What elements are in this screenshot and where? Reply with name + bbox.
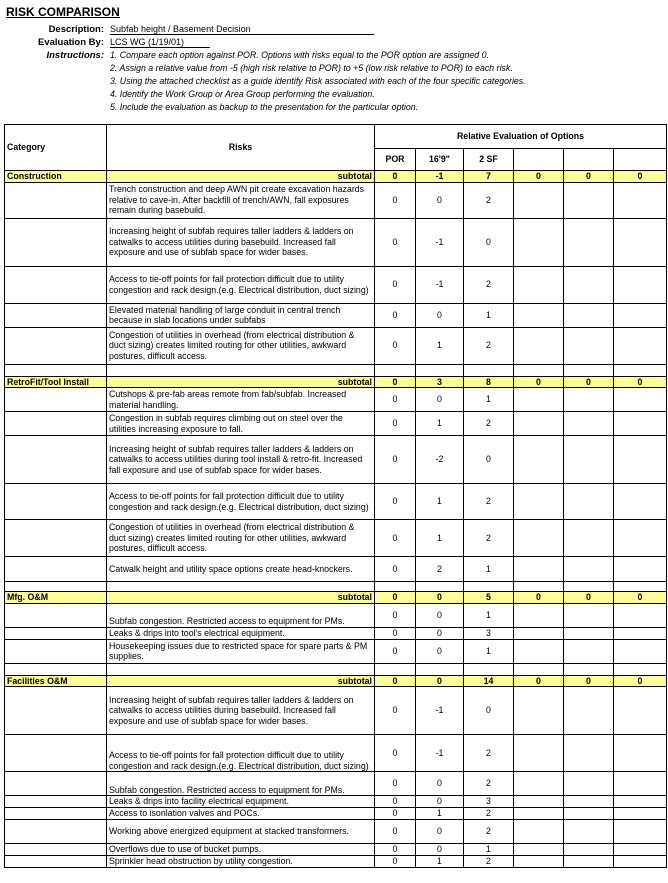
- risk-description: Leaks & drips into tool's electrical equipment.: [107, 627, 375, 639]
- risk-row: [5, 735, 667, 772]
- risk-row: [5, 218, 667, 266]
- risk-description: Trench construction and deep AWN pit create excavation hazards relative to cave-in. After backfill of trench/AWN, fall exposures remain during basebuild.: [107, 182, 375, 218]
- risk-row: [5, 388, 667, 412]
- risk-row: [5, 266, 667, 303]
- page-title: RISK COMPARISON: [6, 5, 120, 19]
- subtotal-row: [5, 592, 667, 604]
- option-header: [514, 149, 564, 171]
- category-cell: [5, 436, 107, 484]
- risk-row: [5, 687, 667, 735]
- risk-description: Overflows due to use of bucket pumps.: [107, 844, 375, 856]
- risk-table: [4, 124, 667, 868]
- empty-score-cell: [614, 303, 667, 327]
- empty-score-cell: [614, 627, 667, 639]
- option-score: -1: [416, 218, 464, 266]
- subtotal-value: 0: [375, 376, 416, 388]
- empty-score-cell: [564, 266, 614, 303]
- empty-score-cell: [614, 808, 667, 820]
- empty-score-cell: [514, 820, 564, 844]
- subtotal-value: 0: [614, 376, 667, 388]
- option-score: 0: [375, 772, 416, 796]
- risk-description: Housekeeping issues due to restricted space for spare parts & PM supplies.: [107, 639, 375, 663]
- option-score: 0: [375, 520, 416, 557]
- blank-cell: [416, 663, 464, 675]
- option-score: 0: [375, 436, 416, 484]
- risk-description: Increasing height of subfab requires taller ladders & ladders on catwalks to access utilities during basebuild. Increased fall exposure and use of subfab space for wider bases.: [107, 218, 375, 266]
- empty-score-cell: [514, 796, 564, 808]
- option-score: 2: [464, 735, 514, 772]
- option-score: 2: [464, 327, 514, 364]
- category-cell: [5, 820, 107, 844]
- subtotal-row: [5, 376, 667, 388]
- option-score: 0: [375, 687, 416, 735]
- blank-cell: [416, 582, 464, 592]
- category-cell: [5, 266, 107, 303]
- blank-cell: [107, 663, 375, 675]
- subtotal-value: 0: [514, 592, 564, 604]
- category-cell: [5, 603, 107, 627]
- risk-row: [5, 808, 667, 820]
- blank-cell: [5, 364, 107, 376]
- option-score: 0: [375, 303, 416, 327]
- empty-score-cell: [514, 388, 564, 412]
- category-cell: [5, 856, 107, 868]
- option-score: 0: [416, 627, 464, 639]
- subtotal-value: 0: [564, 376, 614, 388]
- risk-description: Cutshops & pre-fab areas remote from fab/subfab. Increased material handling.: [107, 388, 375, 412]
- subtotal-value: -1: [416, 171, 464, 183]
- empty-score-cell: [564, 218, 614, 266]
- option-score: 0: [375, 856, 416, 868]
- blank-cell: [5, 663, 107, 675]
- risk-description: Access to tie-off points for fall protection difficult due to utility congestion and rack design.(e.g. Electrical distribution, duct sizing): [107, 484, 375, 520]
- option-score: 0: [375, 266, 416, 303]
- empty-score-cell: [514, 557, 564, 582]
- option-score: 0: [375, 796, 416, 808]
- risk-row: [5, 182, 667, 218]
- option-score: -1: [416, 687, 464, 735]
- risk-row: [5, 639, 667, 663]
- option-header: [614, 149, 667, 171]
- risk-row: [5, 796, 667, 808]
- empty-score-cell: [514, 772, 564, 796]
- option-score: 1: [464, 639, 514, 663]
- option-score: 2: [416, 557, 464, 582]
- option-score: -1: [416, 735, 464, 772]
- risk-description: Leaks & drips into facility electrical equipment.: [107, 796, 375, 808]
- empty-score-cell: [614, 182, 667, 218]
- empty-score-cell: [514, 627, 564, 639]
- option-score: 2: [464, 182, 514, 218]
- option-score: 1: [416, 484, 464, 520]
- option-score: 0: [464, 687, 514, 735]
- option-score: 0: [416, 388, 464, 412]
- risk-description: Increasing height of subfab requires taller ladders & ladders on catwalks to access utilities during basebuild. Increased fall exposure and use of subfab space for wider bases.: [107, 687, 375, 735]
- empty-score-cell: [614, 484, 667, 520]
- instruction-4: 4. Identify the Work Group or Area Group performing the evaluation.: [110, 89, 375, 99]
- category-name: Facilities O&M: [5, 675, 107, 687]
- risk-description: Catwalk height and utility space options create head-knockers.: [107, 557, 375, 582]
- empty-score-cell: [514, 182, 564, 218]
- option-score: 0: [375, 182, 416, 218]
- risk-description: Working above energized equipment at stacked transformers.: [107, 820, 375, 844]
- subtotal-value: 0: [614, 592, 667, 604]
- option-score: 3: [464, 627, 514, 639]
- subtotal-value: 0: [514, 171, 564, 183]
- empty-score-cell: [564, 388, 614, 412]
- blank-cell: [564, 582, 614, 592]
- risk-description: Subfab congestion. Restricted access to equipment for PMs.: [107, 603, 375, 627]
- subtotal-label: subtotal: [107, 592, 375, 604]
- subtotal-value: 0: [614, 171, 667, 183]
- empty-score-cell: [614, 520, 667, 557]
- blank-cell: [614, 364, 667, 376]
- empty-score-cell: [514, 266, 564, 303]
- category-cell: [5, 303, 107, 327]
- option-header: POR: [375, 149, 416, 171]
- option-header: 2 SF: [464, 149, 514, 171]
- option-score: 0: [416, 820, 464, 844]
- empty-score-cell: [614, 218, 667, 266]
- option-score: 1: [464, 303, 514, 327]
- empty-score-cell: [564, 484, 614, 520]
- description-value: Subfab height / Basement Decision: [110, 24, 374, 35]
- empty-score-cell: [614, 796, 667, 808]
- subtotal-value: 5: [464, 592, 514, 604]
- risk-row: [5, 772, 667, 796]
- empty-score-cell: [514, 520, 564, 557]
- category-cell: [5, 388, 107, 412]
- risk-description: Access to tie-off points for fall protection difficult due to utility congestion and rack design.(e.g. Electrical distribution, duct sizing): [107, 735, 375, 772]
- empty-score-cell: [614, 820, 667, 844]
- empty-score-cell: [514, 687, 564, 735]
- category-name: RetroFit/Tool Install: [5, 376, 107, 388]
- empty-score-cell: [614, 735, 667, 772]
- subtotal-value: 14: [464, 675, 514, 687]
- subtotal-value: 0: [564, 171, 614, 183]
- blank-cell: [514, 663, 564, 675]
- risk-description: Access to isonlation valves and POCs.: [107, 808, 375, 820]
- subtotal-value: 0: [375, 592, 416, 604]
- option-score: 0: [464, 436, 514, 484]
- empty-score-cell: [614, 844, 667, 856]
- risk-row: [5, 820, 667, 844]
- category-cell: [5, 627, 107, 639]
- option-score: -2: [416, 436, 464, 484]
- empty-score-cell: [564, 303, 614, 327]
- empty-score-cell: [564, 820, 614, 844]
- empty-score-cell: [614, 639, 667, 663]
- blank-cell: [514, 364, 564, 376]
- empty-score-cell: [514, 218, 564, 266]
- risk-description: Congestion of utilities in overhead (from electrical distribution & duct sizing) creates limited routing for other utilities, awkward postures, difficult access.: [107, 327, 375, 364]
- subtotal-value: 3: [416, 376, 464, 388]
- option-score: 2: [464, 820, 514, 844]
- option-score: 0: [375, 484, 416, 520]
- empty-score-cell: [514, 808, 564, 820]
- empty-score-cell: [614, 772, 667, 796]
- option-score: 0: [416, 796, 464, 808]
- option-score: 0: [416, 182, 464, 218]
- option-header: 16'9": [416, 149, 464, 171]
- option-score: 2: [464, 808, 514, 820]
- empty-score-cell: [564, 436, 614, 484]
- subtotal-row: [5, 171, 667, 183]
- blank-cell: [464, 364, 514, 376]
- subtotal-value: 0: [564, 675, 614, 687]
- option-score: 1: [464, 557, 514, 582]
- risk-description: Subfab congestion. Restricted access to equipment for PMs.: [107, 772, 375, 796]
- option-score: 1: [416, 327, 464, 364]
- empty-score-cell: [614, 412, 667, 436]
- option-score: 0: [375, 627, 416, 639]
- empty-score-cell: [614, 436, 667, 484]
- empty-score-cell: [514, 484, 564, 520]
- empty-score-cell: [514, 844, 564, 856]
- empty-score-cell: [564, 412, 614, 436]
- category-cell: [5, 182, 107, 218]
- empty-score-cell: [514, 639, 564, 663]
- option-score: 1: [464, 603, 514, 627]
- option-score: 0: [416, 639, 464, 663]
- option-score: 2: [464, 520, 514, 557]
- blank-cell: [5, 582, 107, 592]
- empty-score-cell: [564, 182, 614, 218]
- category-cell: [5, 772, 107, 796]
- category-cell: [5, 557, 107, 582]
- option-score: 1: [416, 856, 464, 868]
- option-header: [564, 149, 614, 171]
- empty-score-cell: [564, 603, 614, 627]
- blank-cell: [416, 364, 464, 376]
- category-cell: [5, 687, 107, 735]
- option-score: 0: [416, 603, 464, 627]
- subtotal-value: 0: [514, 675, 564, 687]
- category-cell: [5, 639, 107, 663]
- blank-cell: [375, 663, 416, 675]
- option-score: -1: [416, 266, 464, 303]
- risk-row: [5, 603, 667, 627]
- risk-description: Congestion in subfab requires climbing out on steel over the utilities increasing exposure to fall.: [107, 412, 375, 436]
- subtotal-value: 0: [416, 675, 464, 687]
- empty-score-cell: [564, 772, 614, 796]
- subtotal-value: 0: [614, 675, 667, 687]
- empty-score-cell: [514, 436, 564, 484]
- option-score: 0: [375, 603, 416, 627]
- subtotal-label: subtotal: [107, 376, 375, 388]
- option-score: 2: [464, 412, 514, 436]
- subtotal-value: 0: [375, 171, 416, 183]
- empty-score-cell: [514, 303, 564, 327]
- instructions-label: Instructions:: [46, 50, 104, 61]
- category-cell: [5, 520, 107, 557]
- category-cell: [5, 796, 107, 808]
- risk-row: [5, 844, 667, 856]
- relative-evaluation-header: Relative Evaluation of Options: [375, 125, 667, 149]
- blank-cell: [564, 364, 614, 376]
- empty-score-cell: [614, 327, 667, 364]
- empty-score-cell: [514, 412, 564, 436]
- blank-cell: [464, 582, 514, 592]
- blank-cell: [514, 582, 564, 592]
- empty-score-cell: [614, 388, 667, 412]
- empty-score-cell: [564, 735, 614, 772]
- subtotal-value: 0: [514, 376, 564, 388]
- empty-score-cell: [514, 856, 564, 868]
- empty-score-cell: [564, 856, 614, 868]
- blank-cell: [614, 582, 667, 592]
- category-cell: [5, 412, 107, 436]
- risk-description: Elevated material handling of large conduit in central trench because in slab locations under subfabs: [107, 303, 375, 327]
- option-score: 0: [375, 844, 416, 856]
- blank-cell: [375, 364, 416, 376]
- empty-score-cell: [514, 603, 564, 627]
- blank-cell: [464, 663, 514, 675]
- subtotal-value: 7: [464, 171, 514, 183]
- category-cell: [5, 844, 107, 856]
- empty-score-cell: [564, 557, 614, 582]
- subtotal-row: [5, 675, 667, 687]
- empty-score-cell: [614, 557, 667, 582]
- category-cell: [5, 484, 107, 520]
- risk-row: [5, 627, 667, 639]
- subtotal-value: 0: [564, 592, 614, 604]
- empty-score-cell: [564, 844, 614, 856]
- category-header: Category: [5, 125, 107, 171]
- empty-score-cell: [614, 603, 667, 627]
- empty-score-cell: [564, 520, 614, 557]
- option-score: 0: [416, 772, 464, 796]
- option-score: 3: [464, 796, 514, 808]
- risk-row: [5, 436, 667, 484]
- blank-cell: [375, 582, 416, 592]
- evaluation-value: LCS WG (1/19/01): [110, 37, 210, 48]
- risk-description: Increasing height of subfab requires taller ladders & ladders on catwalks to access utilities during tool install & retro-fit. Increased fall exposure and use of subfab space for wider bases.: [107, 436, 375, 484]
- blank-cell: [107, 582, 375, 592]
- category-name: Construction: [5, 171, 107, 183]
- option-score: 0: [375, 735, 416, 772]
- option-score: 0: [375, 808, 416, 820]
- category-cell: [5, 808, 107, 820]
- option-score: 2: [464, 856, 514, 868]
- category-cell: [5, 327, 107, 364]
- blank-cell: [107, 364, 375, 376]
- risks-header: Risks: [107, 125, 375, 171]
- empty-score-cell: [564, 327, 614, 364]
- risk-description: Sprinkler head obstruction by utility congestion.: [107, 856, 375, 868]
- evaluation-label: Evaluation By:: [38, 37, 104, 48]
- empty-score-cell: [564, 796, 614, 808]
- category-name: Mfg. O&M: [5, 592, 107, 604]
- option-score: 2: [464, 484, 514, 520]
- subtotal-value: 0: [375, 675, 416, 687]
- instruction-2: 2. Assign a relative value from -5 (high risk relative to POR) to +5 (low risk relative to POR) to each risk.: [110, 63, 513, 73]
- option-score: 0: [416, 303, 464, 327]
- option-score: 1: [464, 388, 514, 412]
- blank-cell: [614, 663, 667, 675]
- option-score: 0: [375, 820, 416, 844]
- option-score: 0: [416, 844, 464, 856]
- subtotal-label: subtotal: [107, 675, 375, 687]
- risk-row: [5, 303, 667, 327]
- empty-score-cell: [564, 627, 614, 639]
- blank-cell: [564, 663, 614, 675]
- empty-score-cell: [614, 266, 667, 303]
- instruction-3: 3. Using the attached checklist as a guide identify Risk associated with each of the four specific categories.: [110, 76, 526, 86]
- description-label: Description:: [48, 24, 104, 35]
- empty-score-cell: [614, 856, 667, 868]
- risk-description: Access to tie-off points for fall protection difficult due to utility congestion and rack design.(e.g. Electrical distribution, duct sizing): [107, 266, 375, 303]
- risk-row: [5, 557, 667, 582]
- option-score: 0: [464, 218, 514, 266]
- empty-score-cell: [514, 327, 564, 364]
- risk-row: [5, 327, 667, 364]
- empty-score-cell: [564, 808, 614, 820]
- option-score: 0: [375, 557, 416, 582]
- subtotal-value: 8: [464, 376, 514, 388]
- subtotal-label: subtotal: [107, 171, 375, 183]
- option-score: 1: [416, 520, 464, 557]
- option-score: 2: [464, 266, 514, 303]
- empty-score-cell: [564, 687, 614, 735]
- risk-row: [5, 412, 667, 436]
- category-cell: [5, 218, 107, 266]
- option-score: 0: [375, 412, 416, 436]
- option-score: 0: [375, 388, 416, 412]
- option-score: 1: [416, 808, 464, 820]
- option-score: 0: [375, 327, 416, 364]
- subtotal-value: 0: [416, 592, 464, 604]
- option-score: 0: [375, 218, 416, 266]
- empty-score-cell: [514, 735, 564, 772]
- instruction-1: 1. Compare each option against POR. Options with risks equal to the POR option are assigned 0.: [110, 50, 489, 60]
- risk-row: [5, 520, 667, 557]
- instruction-5: 5. Include the evaluation as backup to the presentation for the particular option.: [110, 102, 419, 112]
- empty-score-cell: [614, 687, 667, 735]
- option-score: 1: [416, 412, 464, 436]
- risk-row: [5, 856, 667, 868]
- empty-score-cell: [564, 639, 614, 663]
- option-score: 2: [464, 772, 514, 796]
- category-cell: [5, 735, 107, 772]
- risk-row: [5, 484, 667, 520]
- option-score: 1: [464, 844, 514, 856]
- risk-description: Congestion of utilities in overhead (from electrical distribution & duct sizing) creates limited routing for other utilities, awkward postures, difficult access.: [107, 520, 375, 557]
- option-score: 0: [375, 639, 416, 663]
